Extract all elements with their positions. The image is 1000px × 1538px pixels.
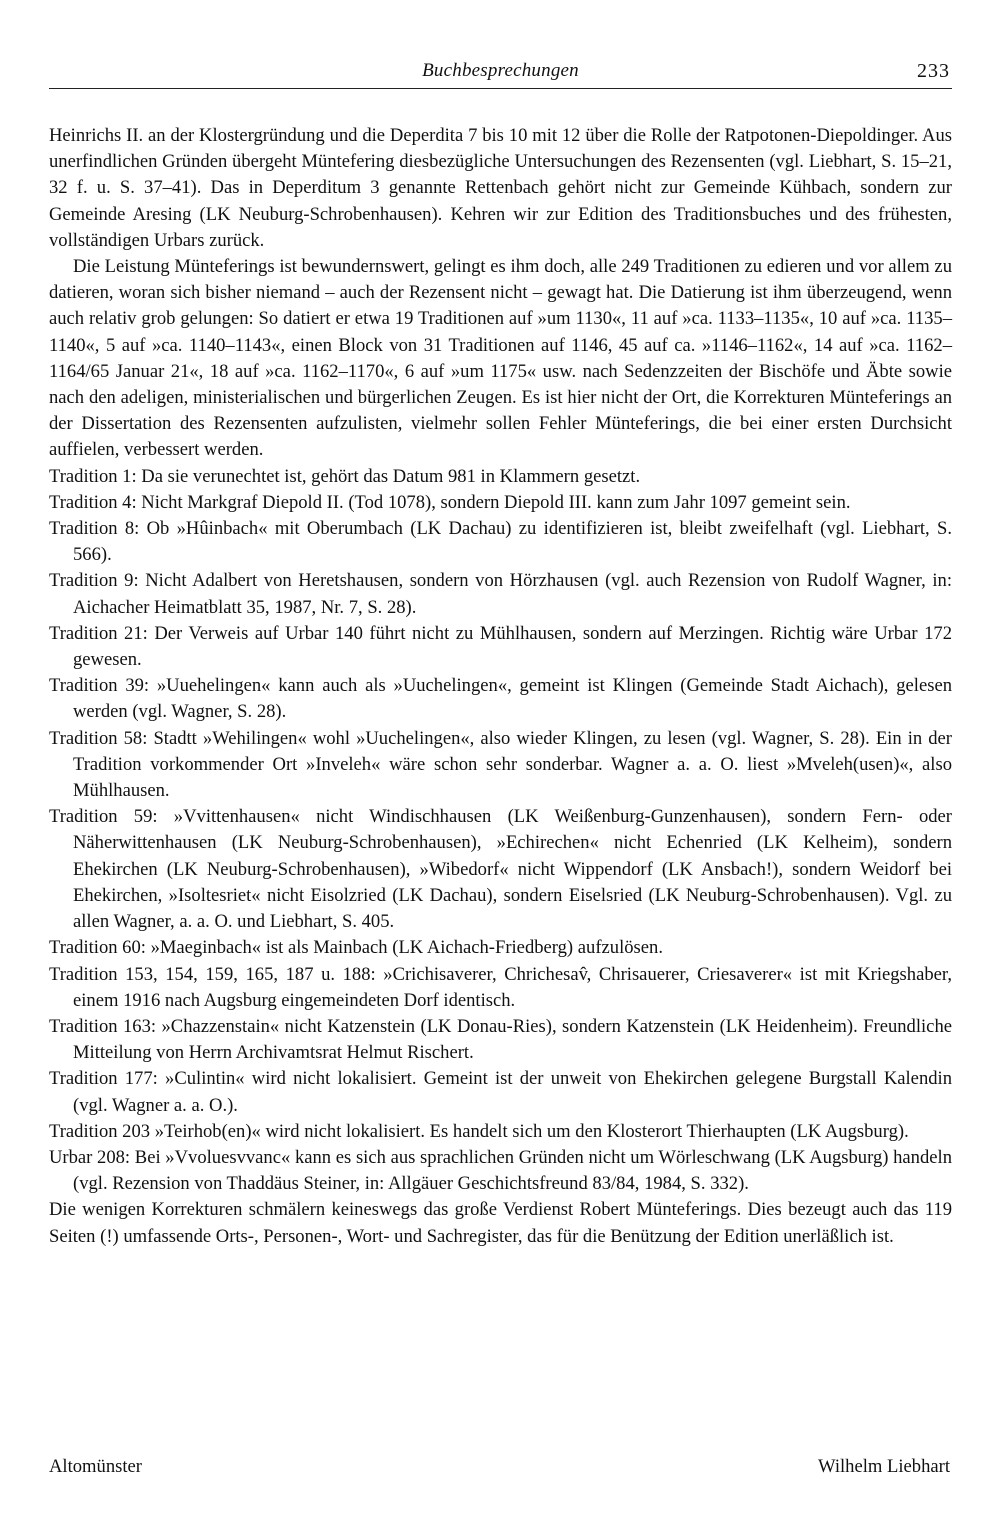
correction-note: Tradition 58: Stadtt »Wehilingen« wohl »Uuchelingen«, also wieder Klingen, zu lesen (vgl. Wagner, S. 28). Ein in der Tradition vorkommender Ort »Inveleh« wäre schon sehr sonderbar. Wagner a. a. O. liest »Mveleh(usen)«, also Mühlhausen. — [49, 727, 952, 802]
correction-note: Tradition 153, 154, 159, 165, 187 u. 188: »Crichisaverer, Chrichesav̂, Chrisauerer, Criesaverer« ist mit Kriegshaber, einem 1916 nach Augsburg eingemeindeten Dorf identisch. — [49, 963, 952, 1011]
correction-note: Tradition 1: Da sie verunechtet ist, gehört das Datum 981 in Klammern gesetzt. — [49, 465, 641, 487]
book-review-page — [49, 58, 952, 1477]
intro-paragraph: Heinrichs II. an der Klostergründung und die Deperdita 7 bis 10 mit 12 über die Rolle der Ratpotonen-Diepoldinger. Aus unerfindlichen Gründen übergeht Müntefering diesbezügliche Untersuchungen des Rezensenten (vgl. Liebhart, S. 15–21, 32 f. u. S. 37–41). Das in Deperditum 3 genannte Rettenbach gehört nicht zur Gemeinde Kühbach, sondern zur Gemeinde Aresing (LK Neuburg-Schrobenhausen). Kehren wir zur Edition des Traditionsbuches und des frühesten, vollständigen Urbars zurück. — [49, 125, 952, 251]
correction-note: Tradition 60: »Maeginbach« ist als Mainbach (LK Aichach-Friedberg) aufzulösen. — [49, 937, 663, 959]
closing-paragraph: Die wenigen Korrekturen schmälern keineswegs das große Verdienst Robert Münteferings. Dies bezeugt auch das 119 Seiten (!) umfassende Orts-, Personen-, Wort- und Sachregister, das für die Benützung der Edition unerläßlich ist. — [49, 1199, 952, 1247]
correction-note: Tradition 8: Ob »Hûinbach« mit Oberumbach (LK Dachau) zu identifizieren ist, bleibt zweifelhaft (vgl. Liebhart, S. 566). — [49, 518, 952, 566]
correction-note: Tradition 59: »Vvittenhausen« nicht Windischhausen (LK Weißenburg-Gunzenhausen), sondern Fern- oder Näherwittenhausen (LK Neuburg-Schrobenhausen), »Echirechen« nicht Echenried (LK Kelheim), sondern Ehekirchen (LK Neuburg-Schrobenhausen), »Wibedorf« nicht Wippendorf (LK Ansbach!), sondern Weidorf bei Ehekirchen, »Isoltesriet« nicht Eisolzried (LK Dachau), sondern Eiselsried (LK Neuburg-Schrobenhausen). Vgl. zu allen Wagner, a. a. O. und Liebhart, S. 405. — [49, 806, 952, 933]
correction-note: Tradition 21: Der Verweis auf Urbar 140 führt nicht zu Mühlhausen, sondern auf Merzingen. Richtig wäre Urbar 172 gewesen. — [49, 622, 952, 671]
review-body — [49, 123, 952, 1250]
signature-author: Wilhelm Liebhart — [818, 1456, 950, 1477]
correction-note: Tradition 177: »Culintin« wird nicht lokalisiert. Gemeint ist der unweit von Ehekirchen gelegene Burgstall Kalendin (vgl. Wagner a. a. O.). — [49, 1068, 952, 1116]
running-head — [49, 58, 952, 89]
assessment-paragraph: Die Leistung Münteferings ist bewundernswert, gelingt es ihm doch, alle 249 Traditionen zu edieren und vor allem zu datieren, woran sich bisher niemand – auch der Rezensent nicht – gewagt hat. Die Datierung ist ihm überzeugend, wenn auch relativ grob gelungen: So datiert er etwa 19 Traditionen auf »um 1130«, 11 auf »ca. 1133–1135«, 10 auf »ca. 1135–1140«, 5 auf »ca. 1140–1143«, einen Block von 31 Traditionen auf 1146, 45 auf ca. »1146–1162«, 14 auf »ca. 1162–1164/65 Januar 21«, 18 auf »ca. 1162–1170«, 6 auf »um 1175« usw. nach Sedenzzeiten der Bischöfe und Äbte sowie nach den adeligen, ministerialischen und bürgerlichen Zeugen. Es ist hier nicht der Ort, die Korrekturen Münteferings an der Dissertation des Rezensenten aufzulisten, vielmehr sollen Fehler Münteferings, die bei einer ersten Durchsicht auffielen, verbessert werden. — [49, 256, 952, 461]
correction-note: Tradition 9: Nicht Adalbert von Heretshausen, sondern von Hörzhausen (vgl. auch Rezension von Rudolf Wagner, in: Aichacher Heimatblatt 35, 1987, Nr. 7, S. 28). — [49, 570, 952, 618]
page-number: 233 — [917, 60, 950, 82]
running-head-title: Buchbesprechungen — [422, 60, 579, 81]
correction-note: Urbar 208: Bei »Vvoluesvvanc« kann es sich aus sprachlichen Gründen nicht um Wörleschwang (LK Augsburg) handeln (vgl. Rezension von Thaddäus Steiner, in: Allgäuer Geschichtsfreund 83/84, 1984, S. 332). — [49, 1146, 952, 1195]
correction-note: Tradition 39: »Uuehelingen« kann auch als »Uuchelingen«, gemeint ist Klingen (Gemeinde Stadt Aichach), gelesen werden (vgl. Wagner, S. 28). — [49, 675, 952, 723]
signature-place: Altomünster — [49, 1456, 142, 1477]
correction-note: Tradition 4: Nicht Markgraf Diepold II. (Tod 1078), sondern Diepold III. kann zum Jahr 1097 gemeint sein. — [49, 491, 851, 513]
correction-note: Tradition 163: »Chazzenstain« nicht Katzenstein (LK Donau-Ries), sondern Katzenstein (LK Heidenheim). Freundliche Mitteilung von Herrn Archivamtsrat Helmut Rischert. — [49, 1015, 952, 1064]
correction-note: Tradition 203 »Teirhob(en)« wird nicht lokalisiert. Es handelt sich um den Klosterort Thierhaupten (LK Augsburg). — [49, 1120, 909, 1142]
